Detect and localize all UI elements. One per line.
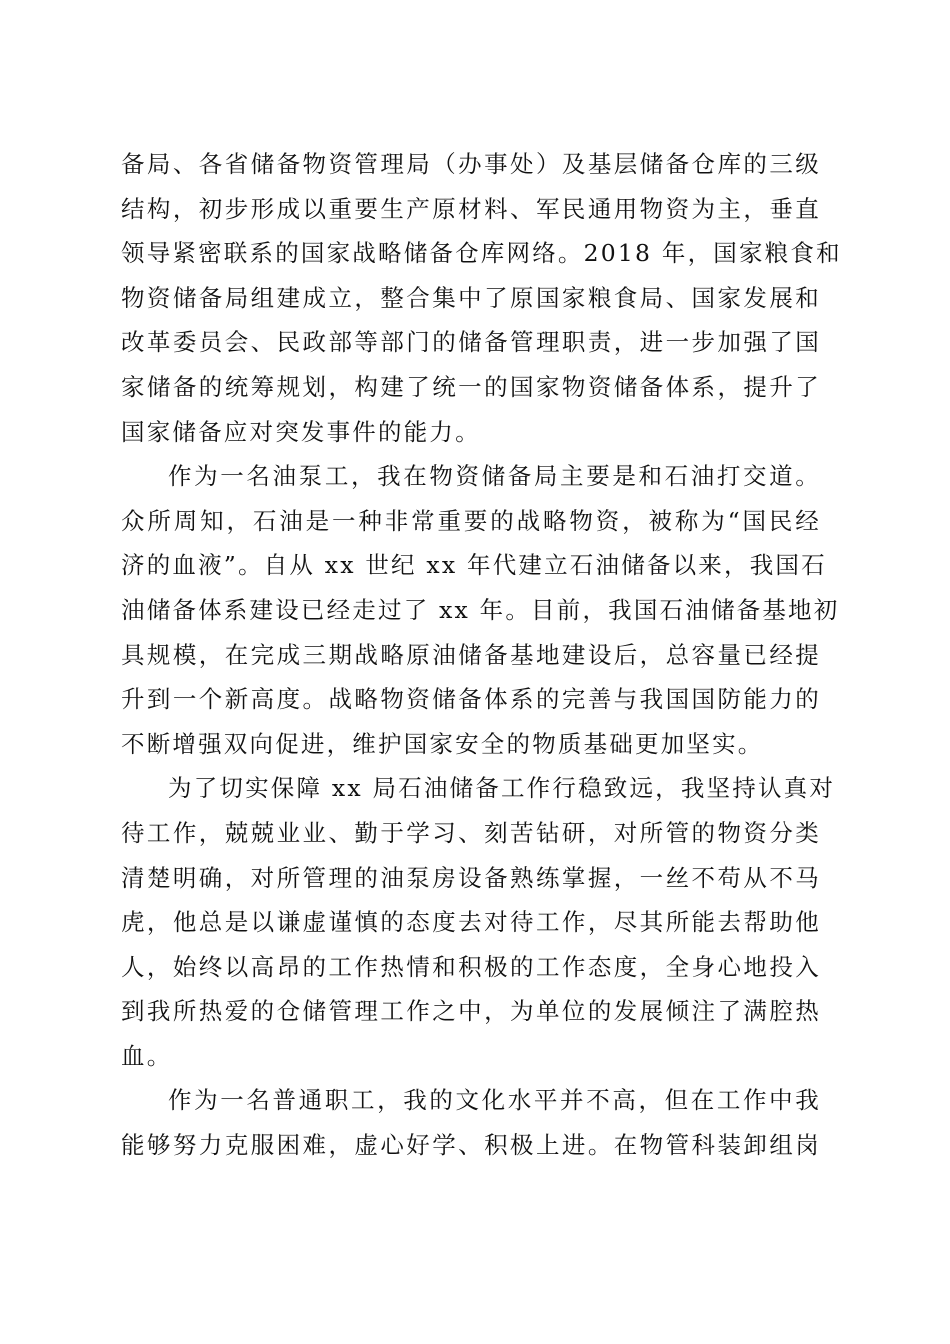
text-line: 众所周知，石油是一种非常重要的战略物资，被称为“国民经 xyxy=(121,506,821,535)
text-line: 油储备体系建设已经走过了 xx 年。目前，我国石油储备基地初 xyxy=(121,595,840,624)
text-line: 家储备的统筹规划，构建了统一的国家物资储备体系，提升了 xyxy=(121,372,821,401)
paragraph-2 xyxy=(121,454,840,766)
text-line: 到我所热爱的仓储管理工作之中，为单位的发展倾注了满腔热 xyxy=(121,997,821,1026)
text-line: 济的血液”。自从 xx 世纪 xx 年代建立石油储备以来，我国石 xyxy=(121,551,827,580)
text-line: 虎，他总是以谦虚谨慎的态度去对待工作，尽其所能去帮助他 xyxy=(121,908,821,937)
paragraph-1 xyxy=(121,142,842,454)
text-line: 为了切实保障 xx 局石油储备工作行稳致远，我坚持认真对 xyxy=(168,774,836,803)
text-line: 能够努力克服困难，虚心好学、积极上进。在物管科装卸组岗 xyxy=(121,1131,821,1160)
text-line: 升到一个新高度。战略物资储备体系的完善与我国国防能力的 xyxy=(121,685,821,714)
text-line: 具规模，在完成三期战略原油储备基地建设后，总容量已经提 xyxy=(121,640,821,669)
paragraph-3 xyxy=(121,766,836,1078)
text-line: 结构，初步形成以重要生产原材料、军民通用物资为主，垂直 xyxy=(121,194,821,223)
text-line: 作为一名油泵工，我在物资储备局主要是和石油打交道。 xyxy=(168,462,821,491)
text-line: 清楚明确，对所管理的油泵房设备熟练掌握，一丝不苟从不马 xyxy=(121,863,821,892)
paragraph-4 xyxy=(121,1078,821,1167)
text-line: 备局、各省储备物资管理局（办事处）及基层储备仓库的三级 xyxy=(121,150,821,178)
document-body xyxy=(121,142,842,1168)
text-line: 血。 xyxy=(121,1041,173,1070)
text-line: 改革委员会、民政部等部门的储备管理职责，进一步加强了国 xyxy=(121,328,821,357)
text-line: 待工作，兢兢业业、勤于学习、刻苦钻研，对所管的物资分类 xyxy=(121,818,821,847)
text-line: 物资储备局组建成立，整合集中了原国家粮食局、国家发展和 xyxy=(121,283,821,312)
text-line: 领导紧密联系的国家战略储备仓库网络。2018 年，国家粮食和 xyxy=(121,239,842,268)
text-line: 不断增强双向促进，维护国家安全的物质基础更加坚实。 xyxy=(121,729,764,758)
text-line: 作为一名普通职工，我的文化水平并不高，但在工作中我 xyxy=(168,1086,821,1115)
text-line: 国家储备应对突发事件的能力。 xyxy=(121,417,481,446)
text-line: 人，始终以高昂的工作热情和积极的工作态度，全身心地投入 xyxy=(121,952,821,981)
